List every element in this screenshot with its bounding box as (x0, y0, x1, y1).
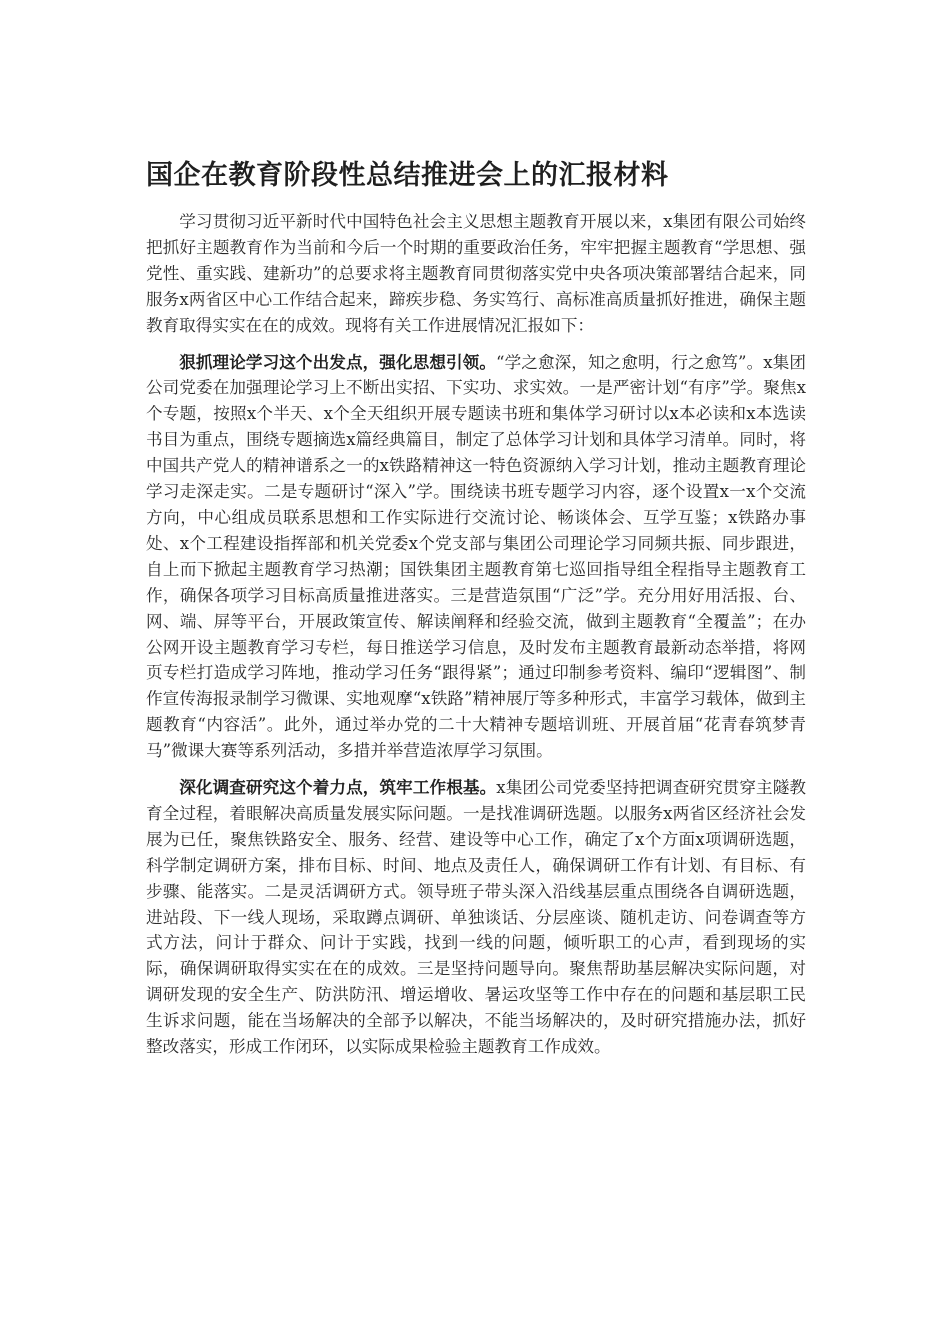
paragraph-text: “学之愈深，知之愈明，行之愈笃”。x集团公司党委在加强理论学习上不断出实招、下实功、求实效。一是严密计划“有序”学。聚焦x个专题，按照x个半天、x个全天组织开展专题读书班和集体学习研讨以x本必读和x本选读书目为重点，围绕专题摘选x篇经典篇目，制定了总体学习计划和具体学习清单。同时，将中国共产党人的精神谱系之一的x铁路精神这一特色资源纳入学习计划，推动主题教育理论学习走深走实。二是专题研讨“深入”学。围绕读书班专题学习内容，逐个设置x一x个交流方向，中心组成员联系思想和工作实际进行交流讨论、畅谈体会、互学互鉴；x铁路办事处、x个工程建设指挥部和机关党委x个党支部与集团公司理论学习同频共振、同步跟进，自上而下掀起主题教育学习热潮；国铁集团主题教育第七巡回指导组全程指导主题教育工作，确保各项学习目标高质量推进落实。三是营造氛围“广泛”学。充分用好用活报、台、网、端、屏等平台，开展政策宣传、解读阐释和经验交流，做到主题教育“全覆盖”；在办公网开设主题教育学习专栏，每日推送学习信息，及时发布主题教育最新动态举措，将网页专栏打造成学习阵地，推动学习任务“跟得紧”；通过印制参考资料、编印“逻辑图”、制作宣传海报录制学习微课、实地观摩“x铁路”精神展厅等多种形式，丰富学习载体，做到主题教育“内容活”。此外，通过举办党的二十大精神专题培训班、开展首届“花青春筑梦青马”微课大赛等系列活动，多措并举营造浓厚学习氛围。 (146, 352, 807, 761)
paragraph-theory-study (146, 350, 806, 765)
paragraph-text: x集团公司党委坚持把调查研究贯穿主隧教育全过程，着眼解决高质量发展实际问题。一是找准调研选题。以服务x两省区经济社会发展为已任，聚焦铁路安全、服务、经营、建设等中心工作，确定了x个方面x项调研选题，科学制定调研方案，排布目标、时间、地点及责任人，确保调研工作有计划、有目标、有步骤、能落实。二是灵活调研方式。领导班子带头深入沿线基层重点围绕各自调研选题，进站段、下一线人现场，采取蹲点调研、单独谈话、分层座谈、随机走访、问卷调查等方式方法，问计于群众、问计于实践，找到一线的问题，倾听职工的心声，看到现场的实际，确保调研取得实实在在的成效。三是坚持问题导向。聚焦帮助基层解决实际问题，对调研发现的安全生产、防洪防汛、增运增收、暑运攻坚等工作中存在的问题和基层职工民生诉求问题，能在当场解决的全部予以解决，不能当场解决的，及时研究措施办法，抓好整改落实，形成工作闭环，以实际成果检验主题教育工作成效。 (146, 778, 807, 1057)
paragraph-lead: 狠抓理论学习这个出发点，强化思想引领。 (179, 352, 497, 372)
paragraph-investigation (146, 775, 806, 1060)
document-title: 国企在教育阶段性总结推进会上的汇报材料 (146, 160, 669, 191)
paragraph-intro (146, 209, 806, 339)
document-body (146, 209, 806, 1071)
paragraph-text: 学习贯彻习近平新时代中国特色社会主义思想主题教育开展以来，x集团有限公司始终把抓好主题教育作为当前和今后一个时期的重要政治任务，牢牢把握主题教育“学思想、强党性、重实践、建新功”的总要求将主题教育同贯彻落实党中央各项决策部署结合起来，同服务x两省区中心工作结合起来，蹄疾步稳、务实笃行、高标准高质量抓好推进，确保主题教育取得实实在在的成效。现将有关工作进展情况汇报如下： (146, 212, 806, 335)
paragraph-lead: 深化调查研究这个着力点，筑牢工作根基。 (179, 778, 497, 798)
